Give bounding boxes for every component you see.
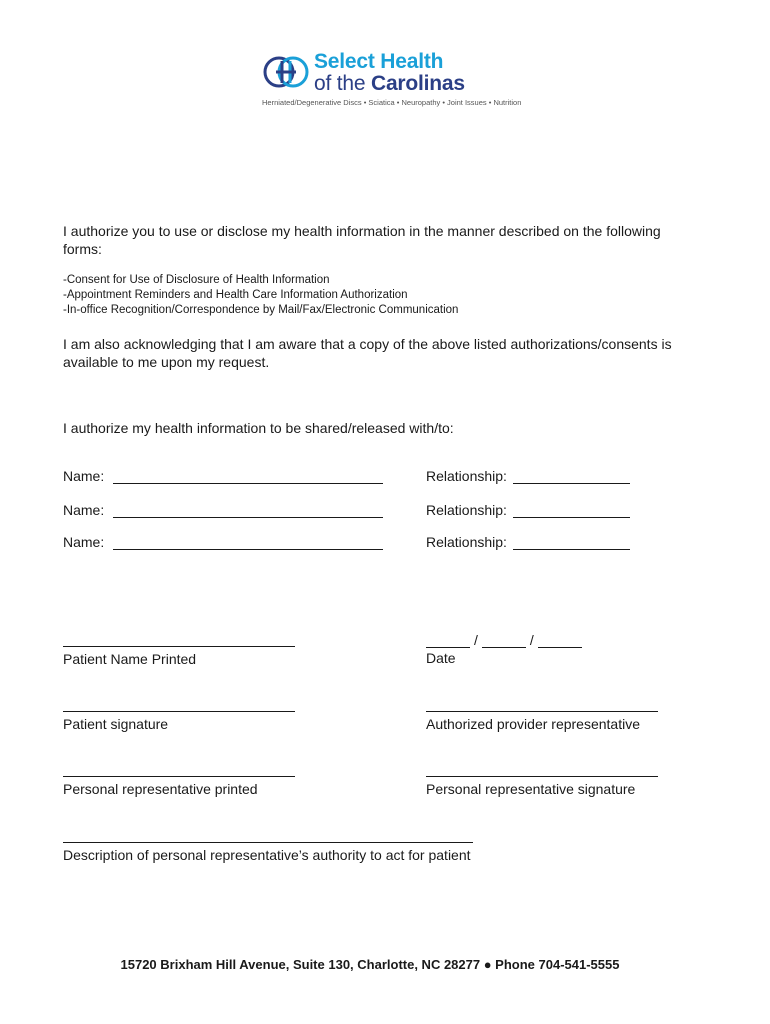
recipient-name-label: Name: [63,468,105,484]
relationship-label: Relationship: [426,502,507,518]
personal-rep-printed-field[interactable] [63,776,295,777]
date-separator: / [474,632,478,648]
recipient-name-field[interactable] [113,516,383,518]
personal-rep-printed-block [63,762,295,797]
company-logo [262,48,522,110]
recipient-row [63,468,703,486]
acknowledgement-paragraph: I am also acknowledging that I am aware that a copy of the above listed authorizations/consents is available to me upon my request. [63,336,672,370]
date-label: Date [426,650,456,666]
intro-paragraph: I authorize you to use or disclose my health information in the manner described on the following forms: [63,223,661,257]
authorized-provider-field[interactable] [426,711,658,712]
patient-signature-block [63,697,295,732]
authority-description-field[interactable] [63,842,473,843]
relationship-label: Relationship: [426,468,507,484]
authorized-provider-label: Authorized provider representative [426,716,641,732]
patient-name-printed-label: Patient Name Printed [63,651,197,667]
logo-mark-icon [262,52,310,92]
forms-list-item: -Appointment Reminders and Health Care Information Authorization [63,289,408,301]
authority-description-block [63,828,473,863]
logo-name-line2 [314,72,465,96]
date-block [426,650,456,666]
personal-rep-printed-label: Personal representative printed [63,781,258,797]
share-statement: I authorize my health information to be shared/released with/to: [63,420,454,436]
personal-rep-signature-label: Personal representative signature [426,781,636,797]
patient-signature-field[interactable] [63,711,295,712]
forms-list-item: -Consent for Use of Disclosure of Health Information [63,274,330,286]
date-month-field[interactable] [426,633,470,648]
patient-name-printed-block [63,632,295,667]
patient-signature-label: Patient signature [63,716,169,732]
authority-description-label: Description of personal representative’s authority to act for patient [63,847,471,863]
personal-rep-signature-field[interactable] [426,776,658,777]
recipient-name-label: Name: [63,502,105,518]
forms-list-item: -In-office Recognition/Correspondence by Mail/Fax/Electronic Communication [63,304,459,316]
relationship-label: Relationship: [426,534,507,550]
recipient-name-field[interactable] [113,548,383,550]
personal-rep-signature-block [426,762,658,797]
recipient-name-label: Name: [63,534,105,550]
relationship-field[interactable] [513,548,630,550]
relationship-field[interactable] [513,482,630,484]
date-field[interactable] [426,632,582,648]
logo-line2-bold: Carolinas [370,72,465,95]
date-year-field[interactable] [538,633,582,648]
footer-address: 15720 Brixham Hill Avenue, Suite 130, Charlotte, NC 28277 ● Phone 704-541-5555 [120,957,620,972]
recipient-row [63,502,703,520]
recipient-name-field[interactable] [113,482,383,484]
date-day-field[interactable] [482,633,526,648]
logo-tagline: Herniated/Degenerative Discs • Sciatica • Neuropathy • Joint Issues • Nutrition [262,98,522,107]
logo-line2-prefix: of the [314,72,371,95]
logo-name-line1: Select Health [314,50,444,73]
forms-list [63,273,458,318]
authorized-provider-block [426,697,658,732]
relationship-field[interactable] [513,516,630,518]
recipient-row [63,534,703,552]
patient-name-printed-field[interactable] [63,646,295,647]
date-separator: / [529,632,534,648]
